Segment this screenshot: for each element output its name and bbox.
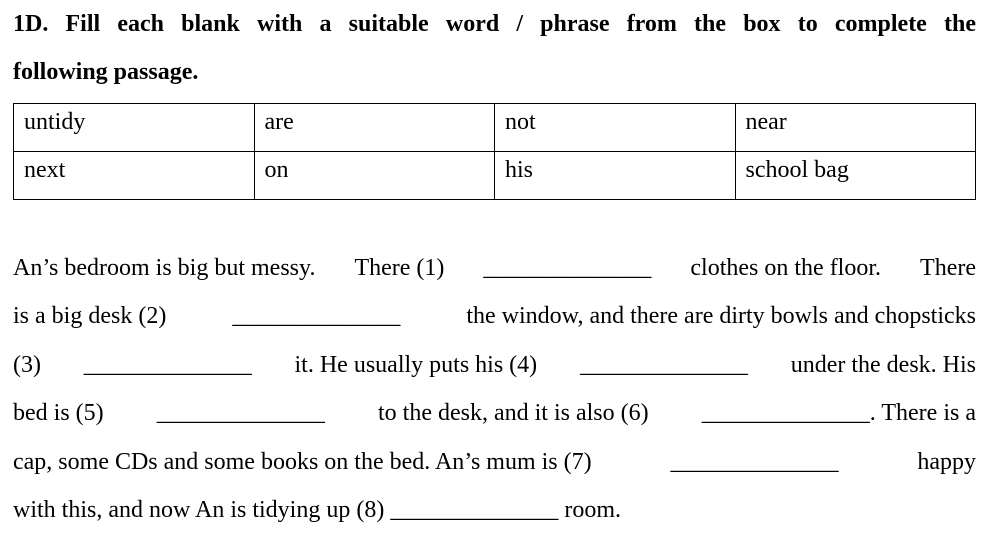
blank-3[interactable]: ______________ <box>83 351 252 378</box>
passage-line-1 <box>13 244 976 292</box>
passage-text: (3) <box>13 351 41 378</box>
word-box-cell: next <box>14 152 255 200</box>
passage <box>13 244 976 534</box>
passage-text: There <box>920 255 976 281</box>
passage-text: with this, and now An is tidying up (8) <box>13 496 385 523</box>
passage-text: cap, some CDs and some books on the bed. An’s mum is (7) <box>13 448 592 475</box>
word-box-cell: untidy <box>14 104 255 152</box>
word-box-cell: on <box>254 152 495 200</box>
instruction-line-2: following passage. <box>13 59 199 85</box>
passage-text: the window, and there are dirty bowls and chopsticks <box>466 303 976 330</box>
blank-6[interactable]: ______________. There is a <box>701 400 976 427</box>
word-box <box>13 103 976 200</box>
word-box-cell: near <box>735 104 976 152</box>
word-box-cell: school bag <box>735 152 976 200</box>
passage-line-3 <box>13 341 976 389</box>
passage-line-6 <box>13 486 976 534</box>
word-box-cell: are <box>254 104 495 152</box>
blank-5[interactable]: ______________ <box>156 400 325 427</box>
passage-line-4 <box>13 389 976 437</box>
blank-1[interactable]: ______________ <box>483 255 652 281</box>
word-box-row <box>14 104 976 152</box>
passage-text: to the desk, and it is also (6) <box>378 400 649 427</box>
instruction-line-1: 1D. Fill each blank with a suitable word / phrase from the box to complete the <box>13 11 976 37</box>
blank-4[interactable]: ______________ <box>579 351 748 378</box>
word-box-row <box>14 152 976 200</box>
worksheet-page <box>13 0 976 523</box>
passage-text: clothes on the floor. <box>690 255 882 281</box>
passage-text: There (1) <box>354 255 445 281</box>
passage-line-5 <box>13 438 976 486</box>
blank-8[interactable]: ______________ <box>390 496 559 523</box>
passage-text: room. <box>564 496 622 523</box>
passage-line-2 <box>13 292 976 340</box>
passage-text: bed is (5) <box>13 400 104 427</box>
passage-text: it. He usually puts his (4) <box>294 351 538 378</box>
word-box-cell: not <box>495 104 736 152</box>
passage-text: under the desk. His <box>790 351 976 378</box>
passage-text: happy <box>917 448 976 475</box>
word-box-cell: his <box>495 152 736 200</box>
blank-2[interactable]: ______________ <box>232 303 401 330</box>
blank-7[interactable]: ______________ <box>670 448 839 475</box>
exercise-instruction <box>13 0 976 96</box>
passage-text: An’s bedroom is big but messy. <box>13 255 316 281</box>
passage-text: is a big desk (2) <box>13 303 167 330</box>
